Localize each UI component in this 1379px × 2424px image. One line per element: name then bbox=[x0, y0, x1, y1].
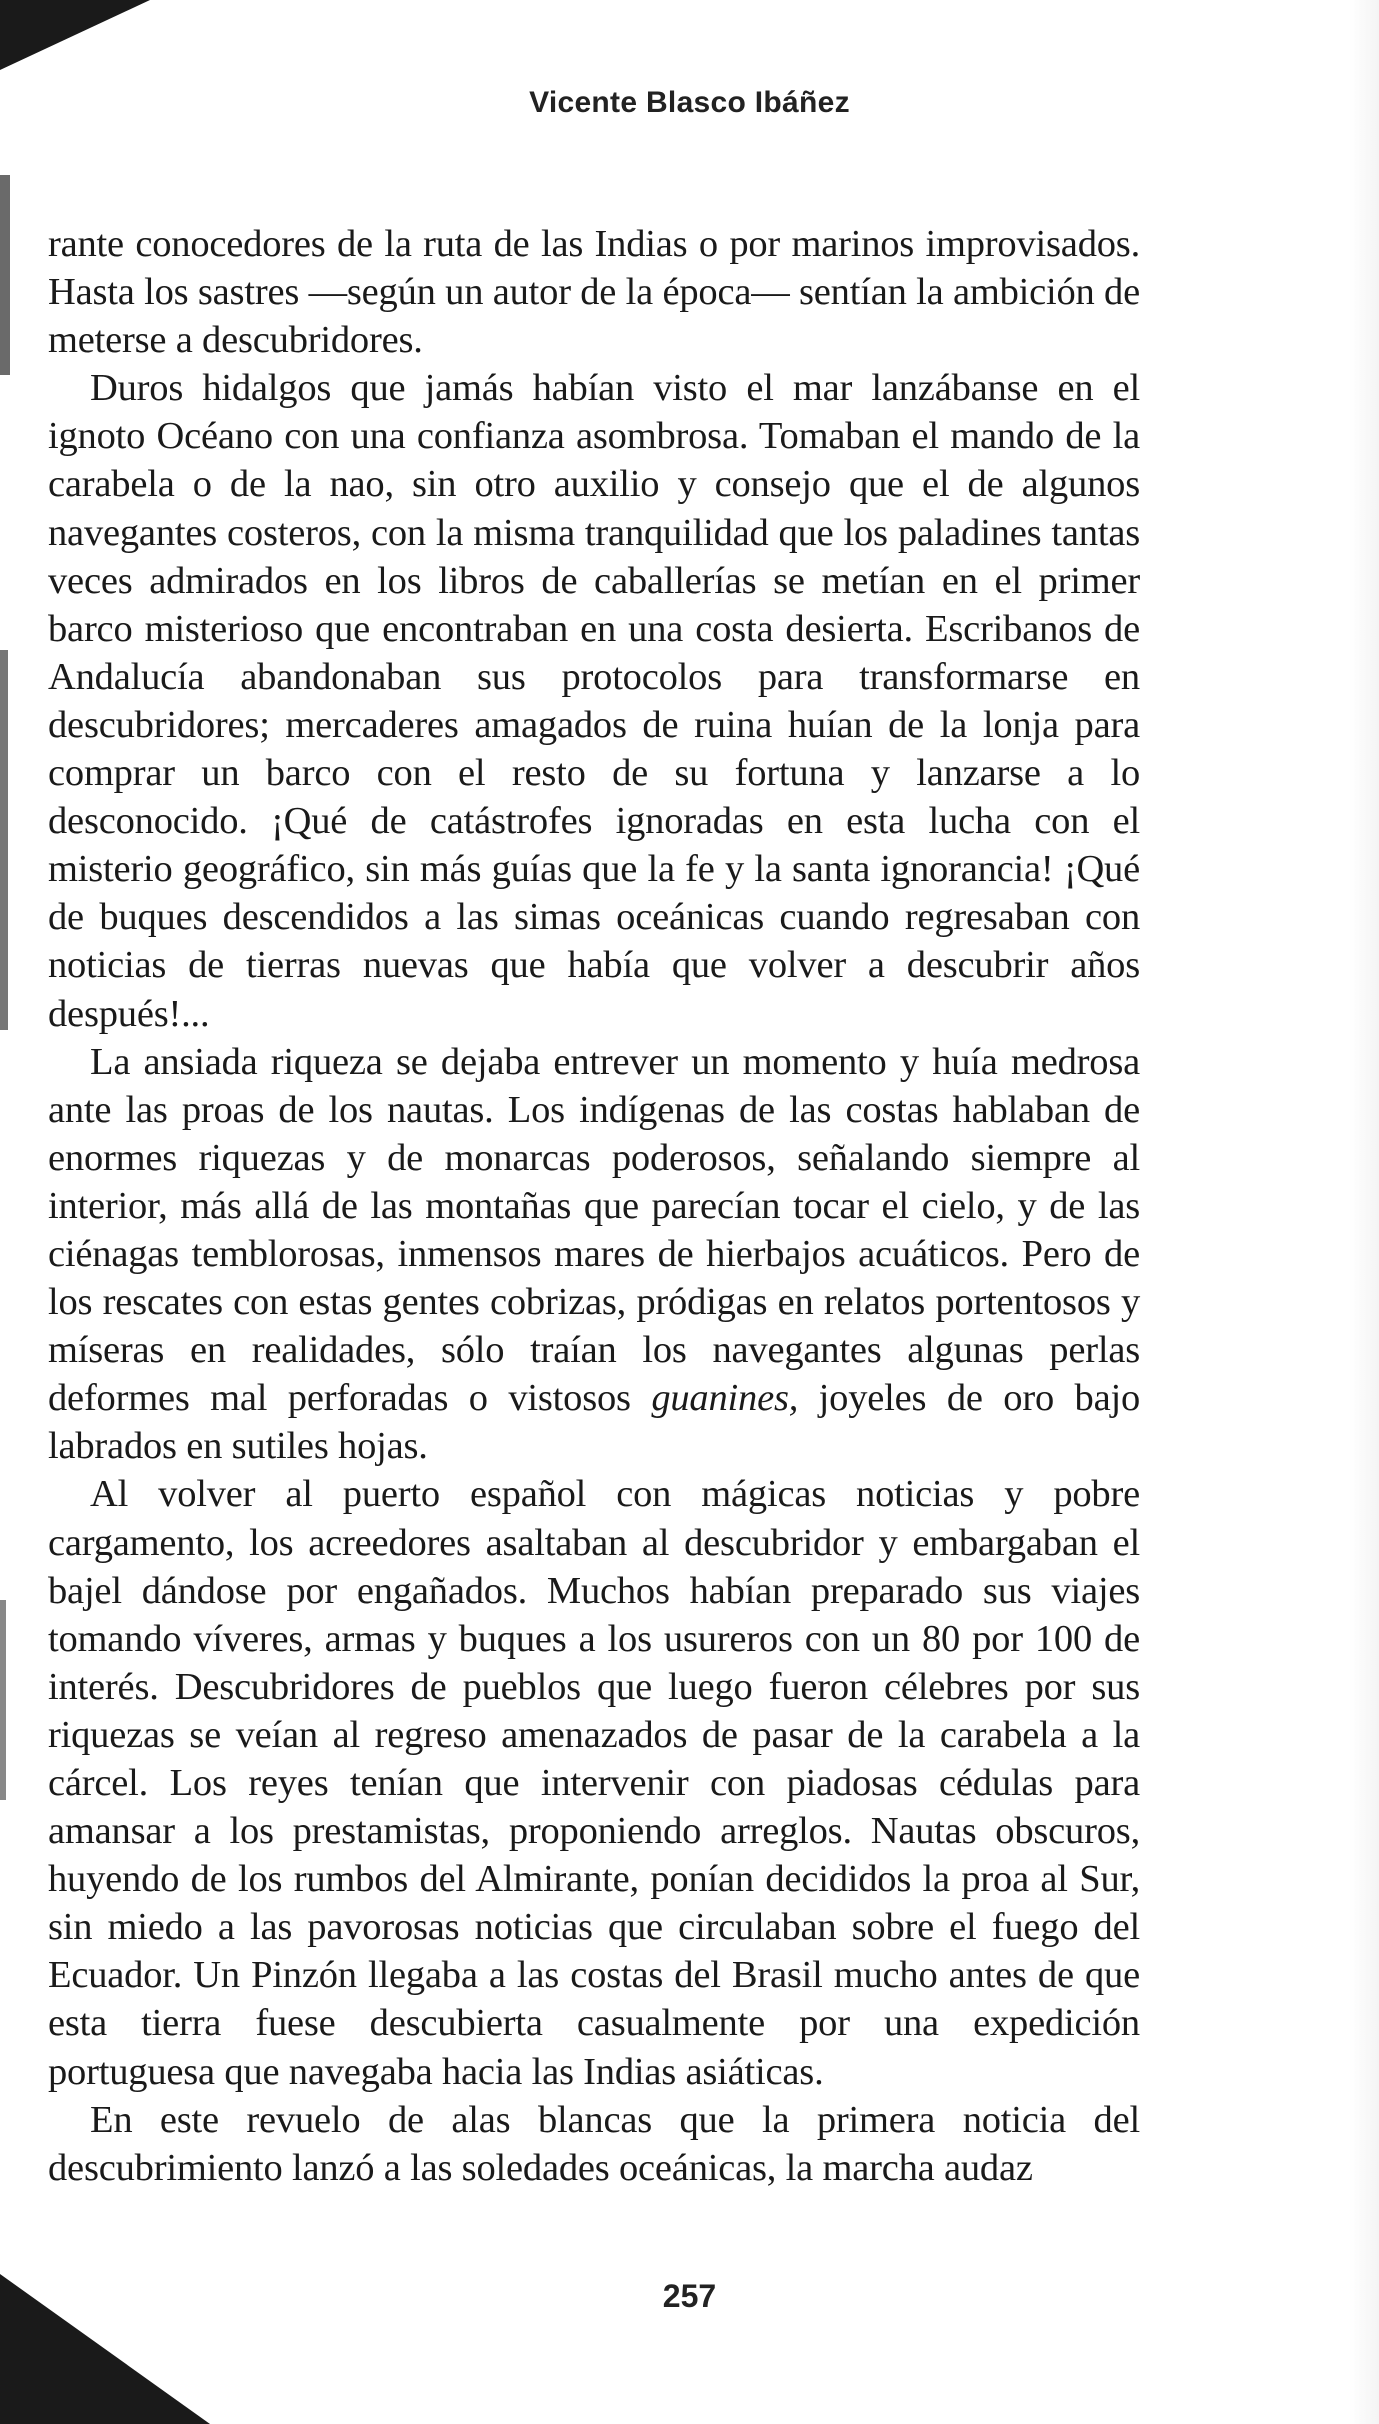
italic-term: guanines, bbox=[651, 1377, 799, 1420]
paragraph-text: Al volver al puerto español con mágicas noticias y pobre cargamento, los acreedores asaltaban al descubridor y embargaban el bajel dándose por engañados. Muchos habían preparado sus viajes tomando víveres, armas y buques a los usureros con un 80 por 100 de interés. Descubridores de pueblos que luego fueron célebres por sus riquezas se veían al regreso amenazados de pasar de la carabela a la cárcel. Los reyes tenían que intervenir con piadosas cédulas para amansar a los prestamistas, proponiendo arreglos. Nautas obscuros, huyendo de los rumbos del Almirante, ponían decididos la proa al Sur, sin miedo a las pavorosas noticias que circulaban sobre el fuego del Ecuador. Un Pinzón llegaba a las costas del Brasil mucho antes de que esta tierra fuese descubierta casualmente por una expedición portuguesa que navegaba hacia las Indias asiáticas. bbox=[48, 1473, 1140, 2093]
paragraph-text: rante conocedores de la ruta de las Indias o por marinos improvisados. Hasta los sastres —según un autor de la época— sentían la ambición de meterse a descubridores. bbox=[48, 223, 1140, 362]
paragraph-text: Duros hidalgos que jamás habían visto el mar lanzábanse en el ignoto Océano con una confianza asombrosa. Tomaban el mando de la carabela o de la nao, sin otro auxilio y consejo que el de algunos navegantes costeros, con la misma tranquilidad que los paladines tantas veces admirados en los libros de caballerías se metían en el primer barco misterioso que encontraban en una costa desierta. Escribanos de Andalucía abandonaban sus protocolos para transformarse en descubridores; mercaderes amagados de ruina huían de la lonja para comprar un barco con el resto de su fortuna y lanzarse a lo desconocido. ¡Qué de catástrofes ignoradas en esta lucha con el misterio geográfico, sin más guías que la fe y la santa ignorancia! ¡Qué de buques descendidos a las simas oceánicas cuando regresaban con noticias de tierras nuevas que había que volver a descubrir años después!... bbox=[48, 367, 1140, 1035]
scan-edge-mark bbox=[0, 175, 10, 375]
paragraph bbox=[48, 220, 1140, 364]
paragraph-text: La ansiada riqueza se dejaba entrever un momento y huía medrosa ante las proas de los nautas. Los indígenas de las costas hablaban de enormes riquezas y de monarcas poderosos, señalando siempre al interior, más allá de las montañas que parecían tocar el cielo, y de las ciénagas temblorosas, inmensos mares de hierbajos acuáticos. Pero de los rescates con estas gentes cobrizas, pródigas en relatos portentosos y míseras en realidades, sólo traían los navegantes algunas perlas deformes mal perforadas o vistosos bbox=[48, 1040, 1140, 1420]
paragraph bbox=[48, 1038, 1140, 1471]
paragraph-text: En este revuelo de alas blancas que la primera noticia del descubrimiento lanzó a las soledades oceánicas, la marcha audaz bbox=[48, 2098, 1140, 2189]
paragraph-text: joyeles de oro bajo labrados en sutiles hojas. bbox=[48, 1377, 1141, 1468]
running-head: Vicente Blasco Ibáñez bbox=[529, 86, 850, 119]
scan-shadow-top-left bbox=[0, 0, 150, 70]
body-text bbox=[48, 220, 1140, 2192]
scan-edge-mark bbox=[0, 1600, 6, 1800]
paragraph bbox=[48, 364, 1140, 1037]
paragraph bbox=[48, 2096, 1140, 2192]
page-number: 257 bbox=[662, 2278, 717, 2314]
scan-edge-mark bbox=[0, 650, 8, 1030]
page-right-edge bbox=[1349, 0, 1379, 2424]
paragraph bbox=[48, 1470, 1140, 2095]
